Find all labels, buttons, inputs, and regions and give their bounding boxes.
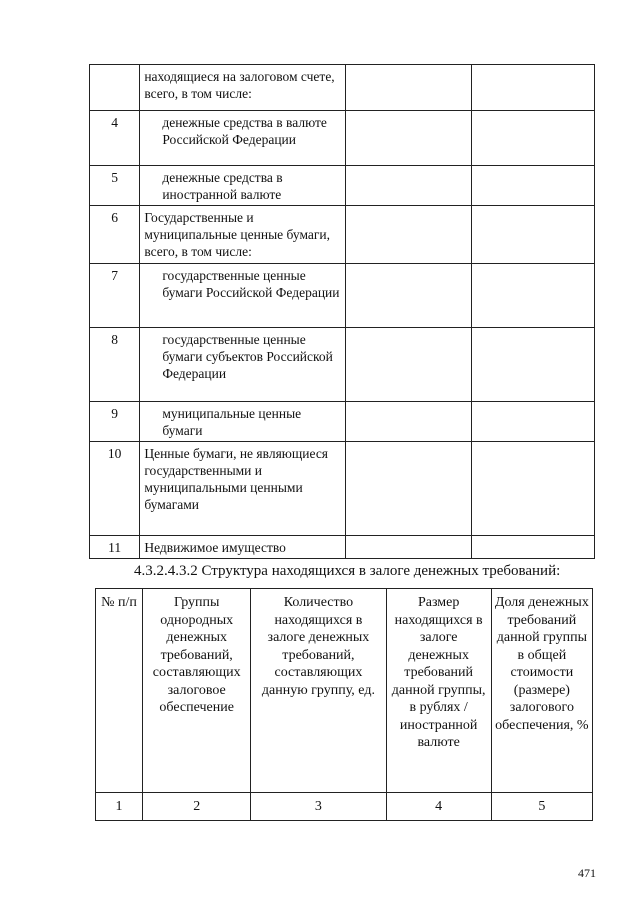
- row-label: государственные ценные бумаги Российской Федерации: [140, 264, 346, 328]
- table-row: [90, 264, 595, 328]
- value-cell: [472, 536, 595, 559]
- column-number: 4: [386, 793, 491, 821]
- column-number: 5: [491, 793, 592, 821]
- row-number: 6: [90, 206, 140, 264]
- value-cell: [346, 536, 472, 559]
- row-number: 5: [90, 166, 140, 206]
- table-header-row: [96, 589, 593, 793]
- header-cell: Группы однородных денежных требований, составляющих залоговое обеспечение: [143, 589, 251, 793]
- value-cell: [472, 166, 595, 206]
- header-cell: Количество находящихся в залоге денежных требований, составляющих данную группу, ед.: [251, 589, 386, 793]
- value-cell: [346, 264, 472, 328]
- monetary-claims-table: [95, 588, 593, 821]
- row-label: Недвижимое имущество: [140, 536, 346, 559]
- value-cell: [346, 442, 472, 536]
- value-cell: [472, 111, 595, 166]
- row-label: денежные средства в валюте Российской Федерации: [140, 111, 346, 166]
- value-cell: [472, 442, 595, 536]
- table-row: [90, 65, 595, 111]
- value-cell: [346, 111, 472, 166]
- column-number-row: [96, 793, 593, 821]
- column-number: 3: [251, 793, 386, 821]
- section-heading: 4.3.2.4.3.2 Структура находящихся в залоге денежных требований:: [134, 563, 561, 579]
- row-number: 4: [90, 111, 140, 166]
- value-cell: [346, 402, 472, 442]
- table-row: [90, 442, 595, 536]
- value-cell: [472, 328, 595, 402]
- row-number: 8: [90, 328, 140, 402]
- value-cell: [346, 166, 472, 206]
- row-label: Государственные и муниципальные ценные бумаги, всего, в том числе:: [140, 206, 346, 264]
- row-number: [90, 65, 140, 111]
- row-label: Ценные бумаги, не являющиеся государственными и муниципальными ценными бумагами: [140, 442, 346, 536]
- value-cell: [472, 264, 595, 328]
- table-row: [90, 402, 595, 442]
- value-cell: [472, 65, 595, 111]
- row-label: находящиеся на залоговом счете, всего, в том числе:: [140, 65, 346, 111]
- value-cell: [346, 206, 472, 264]
- value-cell: [472, 402, 595, 442]
- row-number: 7: [90, 264, 140, 328]
- header-cell: Доля денежных требований данной группы в общей стоимости (размере) залогового обеспечения, %: [491, 589, 592, 793]
- column-number: 2: [143, 793, 251, 821]
- table-row: [90, 111, 595, 166]
- row-label: денежные средства в иностранной валюте: [140, 166, 346, 206]
- table-row: [90, 206, 595, 264]
- table-row: [90, 166, 595, 206]
- row-number: 11: [90, 536, 140, 559]
- table-row: [90, 328, 595, 402]
- value-cell: [346, 65, 472, 111]
- column-number: 1: [96, 793, 143, 821]
- table-row: [90, 536, 595, 559]
- header-cell: № п/п: [96, 589, 143, 793]
- page-number: 471: [578, 866, 596, 880]
- row-label: муниципальные ценные бумаги: [140, 402, 346, 442]
- collateral-assets-table: [89, 64, 595, 559]
- value-cell: [472, 206, 595, 264]
- row-label: государственные ценные бумаги субъектов Российской Федерации: [140, 328, 346, 402]
- header-cell: Размер находящихся в залоге денежных требований данной группы, в рублях / иностранной валюте: [386, 589, 491, 793]
- value-cell: [346, 328, 472, 402]
- row-number: 9: [90, 402, 140, 442]
- row-number: 10: [90, 442, 140, 536]
